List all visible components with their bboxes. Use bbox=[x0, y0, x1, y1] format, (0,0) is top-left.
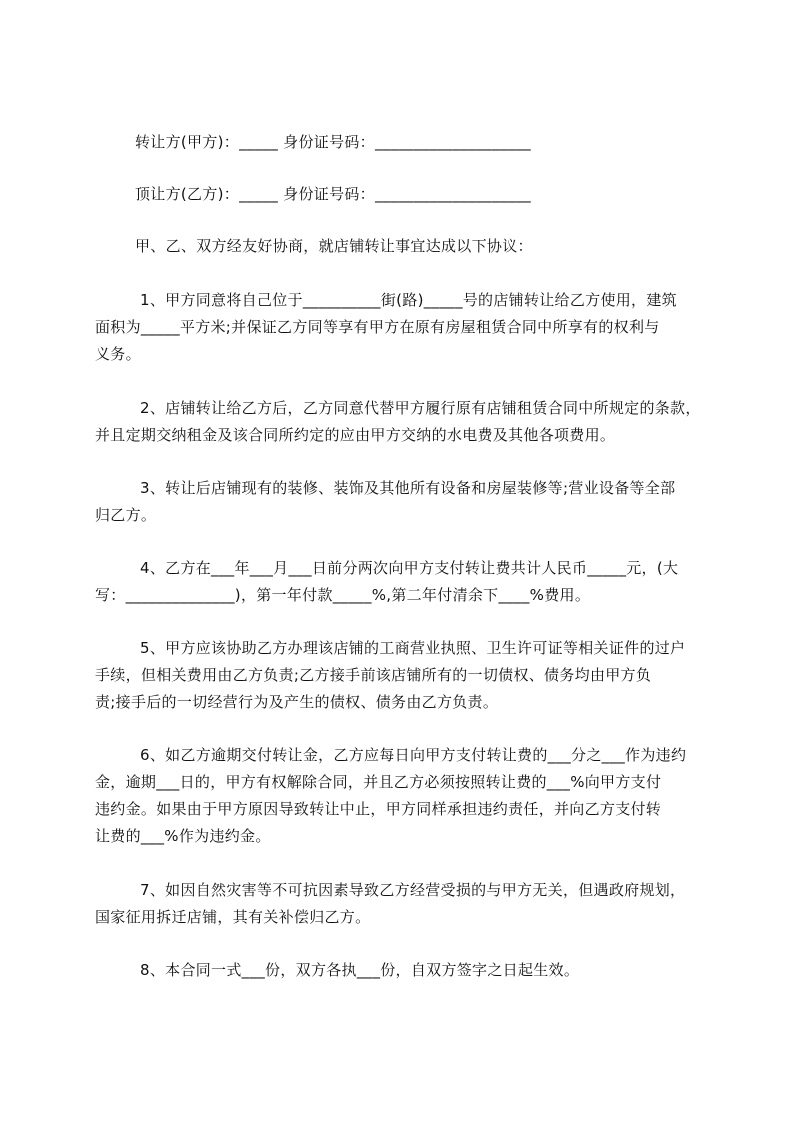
intro-paragraph: 甲、乙、双方经友好协商，就店铺转让事宜达成以下协议： bbox=[135, 237, 533, 255]
clause-2-line-1: 2、店铺转让给乙方后，乙方同意代替甲方履行原有店铺租赁合同中所规定的条款， bbox=[140, 399, 701, 417]
clause-7-line-1: 7、如因自然灾害等不可抗因素导致乙方经营受损的与甲方无关，但遇政府规划， bbox=[140, 881, 686, 899]
clause-5-line-2: 手续，但相关费用由乙方负责;乙方接手前该店铺所有的一切债权、债务均由甲方负 bbox=[95, 666, 652, 684]
clause-1-line-1: 1、甲方同意将自己位于__________街(路)_____号的店铺转让给乙方使用，建筑 bbox=[140, 291, 677, 309]
clause-2-line-2: 并且定期交纳租金及该合同所约定的应由甲方交纳的水电费及其他各项费用。 bbox=[95, 426, 616, 444]
clause-8-line-1: 8、本合同一式___份，双方各执___份，自双方签字之日起生效。 bbox=[140, 961, 580, 979]
clause-3-line-2: 归乙方。 bbox=[95, 506, 157, 524]
clause-5-line-3: 责;接手后的一切经营行为及产生的债权、债务由乙方负责。 bbox=[95, 693, 499, 711]
clause-7-line-2: 国家征用拆迁店铺，其有关补偿归乙方。 bbox=[95, 908, 371, 926]
clause-3-line-1: 3、转让后店铺现有的装修、装饰及其他所有设备和房屋装修等;营业设备等全部 bbox=[140, 479, 676, 497]
clause-6-line-1: 6、如乙方逾期交付转让金，乙方应每日向甲方支付转让费的___分之___作为违约 bbox=[140, 746, 687, 764]
clause-4-line-2: 写：______________)，第一年付款_____%,第二年付清余下____%费用。 bbox=[95, 586, 591, 604]
clause-6-line-4: 让费的___%作为违约金。 bbox=[95, 827, 271, 845]
clause-5-line-1: 5、甲方应该协助乙方办理该店铺的工商营业执照、卫生许可证等相关证件的过户 bbox=[140, 639, 686, 657]
clause-1-line-3: 义务。 bbox=[95, 345, 141, 363]
clause-6-line-2: 金，逾期___日的，甲方有权解除合同，并且乙方必须按照转让费的___%向甲方支付 bbox=[95, 773, 662, 791]
clause-1-line-2: 面积为_____平方米;并保证乙方同等享有甲方在原有房屋租赁合同中所享有的权利与 bbox=[95, 318, 660, 336]
clause-6-line-3: 违约金。如果由于甲方原因导致转让中止，甲方同样承担违约责任，并向乙方支付转 bbox=[95, 800, 662, 818]
transferor-line: 转让方(甲方)：_____ 身份证号码：____________________ bbox=[135, 133, 531, 151]
clause-4-line-1: 4、乙方在___年___月___日前分两次向甲方支付转让费共计人民币_____元，(大 bbox=[140, 559, 679, 577]
transferee-line: 顶让方(乙方)：_____ 身份证号码：____________________ bbox=[135, 185, 531, 203]
